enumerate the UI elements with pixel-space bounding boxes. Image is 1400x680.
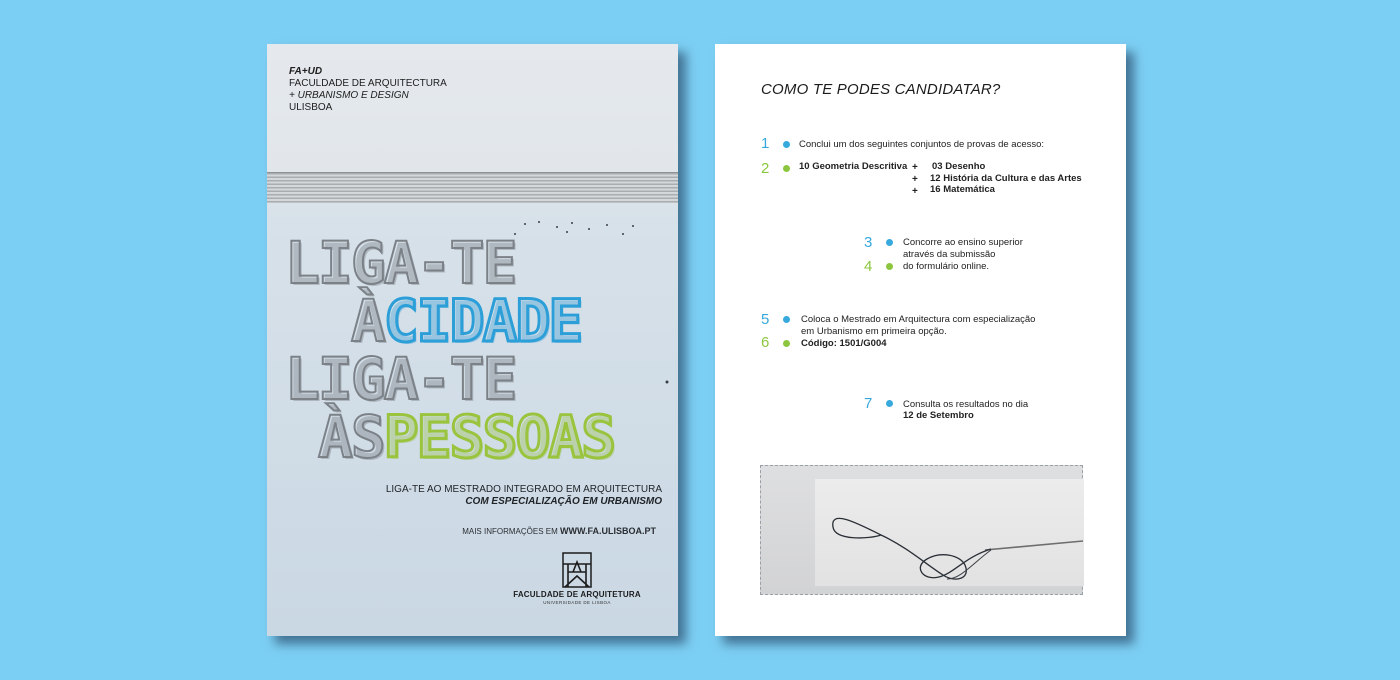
step-1-text: Conclui um dos seguintes conjuntos de provas de acesso:	[799, 139, 1045, 150]
more-info-url[interactable]: WWW.FA.ULISBOA.PT	[560, 526, 656, 536]
step-7-text: Consulta os resultados no dia	[903, 399, 1029, 410]
needle-thread-icon	[815, 479, 1084, 586]
cover-slogan	[285, 229, 665, 471]
brand-faculty: FACULDADE DE ARQUITECTURA	[289, 78, 447, 89]
step-5-text-line-2: em Urbanismo em primeira opção.	[801, 326, 947, 337]
step-3-dot-icon	[886, 239, 893, 246]
slogan-line-4	[285, 403, 665, 471]
step-2-exam-a: 10 Geometria Descritiva	[799, 161, 908, 172]
step-2-dot-icon	[783, 165, 790, 172]
brand-subtitle: + URBANISMO E DESIGN	[289, 90, 409, 101]
step-6-code: Código: 1501/G004	[801, 338, 887, 349]
university-name: UNIVERSIDADE DE LISBOA	[543, 600, 611, 605]
step-3-text-line-2: através da submissão	[903, 249, 996, 260]
plus-sign: +	[912, 186, 918, 197]
back-page	[715, 44, 1126, 636]
step-2-option-1: 03 Desenho	[932, 161, 986, 172]
slogan-line-4-a: ÀS	[317, 403, 384, 471]
slogan-line-1: LIGA-TE	[285, 229, 516, 297]
step-1-dot-icon	[783, 141, 790, 148]
step-4-text: do formulário online.	[903, 261, 990, 272]
brand-acronym: FA+UD	[289, 66, 323, 77]
promo-line-1: LIGA-TE AO MESTRADO INTEGRADO EM ARQUITECTURA	[385, 484, 662, 495]
faculty-logo-icon	[562, 552, 592, 588]
step-4-number: 4	[864, 258, 873, 275]
step-5-number: 5	[761, 311, 770, 328]
promo-line-2: COM ESPECIALIZAÇÃO EM URBANISMO	[465, 496, 662, 507]
back-title: COMO TE PODES CANDIDATAR?	[761, 81, 1001, 98]
slogan-line-2	[285, 287, 665, 355]
step-7-date: 12 de Setembro	[903, 410, 974, 421]
step-4-dot-icon	[886, 263, 893, 270]
step-3-text: Concorre ao ensino superior	[903, 237, 1023, 248]
step-5-text: Coloca o Mestrado em Arquitectura com especialização	[801, 314, 1036, 325]
more-info	[462, 526, 656, 536]
slogan-line-3: LIGA-TE	[285, 345, 516, 413]
plus-sign: +	[912, 162, 918, 173]
step-7-dot-icon	[886, 400, 893, 407]
step-2-option-2: 12 História da Cultura e das Artes	[930, 173, 1082, 184]
needle-photo	[815, 479, 1084, 586]
step-6-number: 6	[761, 334, 770, 351]
step-1-number: 1	[761, 135, 770, 152]
slogan-line-4-b: PESSOAS	[383, 403, 615, 471]
step-7-number: 7	[864, 395, 873, 412]
cover-page	[267, 44, 678, 636]
slogan-line-2-a: À	[350, 287, 384, 355]
step-2-option-3: 16 Matemática	[930, 184, 995, 195]
step-2-number: 2	[761, 160, 770, 177]
cover-promo	[386, 484, 662, 508]
needle-photo-frame	[760, 465, 1083, 595]
faculty-name: FACULDADE DE ARQUITETURA	[513, 590, 641, 599]
slogan-line-2-b: CIDADE	[383, 287, 582, 355]
plus-sign: +	[912, 174, 918, 185]
step-3-number: 3	[864, 234, 873, 251]
step-5-dot-icon	[783, 316, 790, 323]
more-info-label: MAIS INFORMAÇÕES EM	[462, 527, 558, 536]
step-6-dot-icon	[783, 340, 790, 347]
brand-university: ULISBOA	[289, 102, 333, 113]
